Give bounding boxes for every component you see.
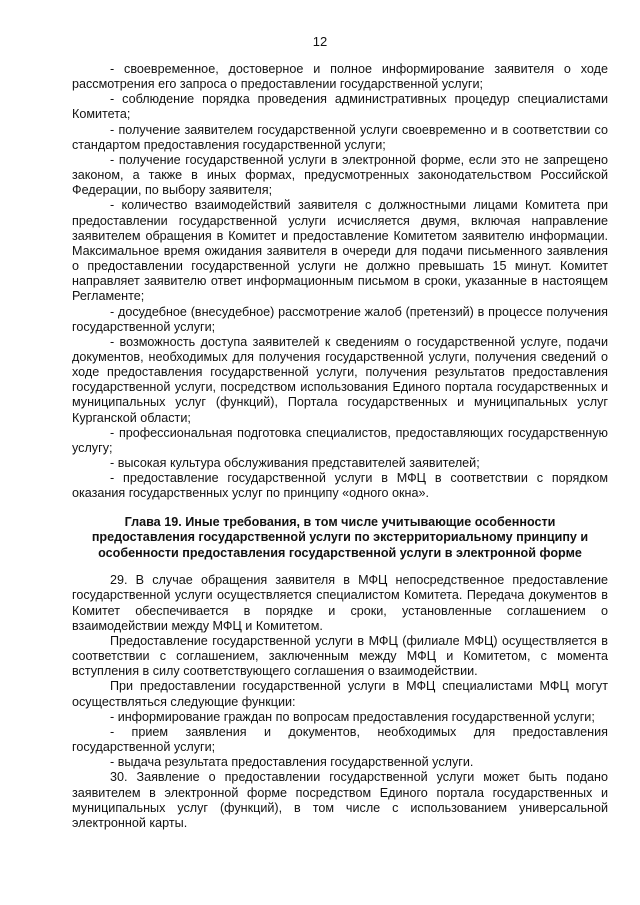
list-item: - прием заявления и документов, необходимых для предоставления государственной услуги; bbox=[72, 724, 608, 755]
document-body bbox=[72, 62, 608, 831]
list-item: - предоставление государственной услуги в МФЦ в соответствии с порядком оказания государственных услуг по принципу «одного окна». bbox=[72, 471, 608, 501]
list-item: - высокая культура обслуживания представителей заявителей; bbox=[110, 456, 480, 471]
page-number: 12 bbox=[312, 34, 328, 49]
chapter-heading: Глава 19. Иные требования, в том числе учитывающие особенности предоставления государственной услуги по экстерриториальному принципу и особенности предоставления государственной услуги в электронной форме bbox=[91, 514, 589, 560]
list-item: - досудебное (внесудебное) рассмотрение жалоб (претензий) в процессе получения государственной услуги; bbox=[72, 304, 608, 334]
list-item: - информирование граждан по вопросам предоставления государственной услуги; bbox=[110, 709, 595, 724]
list-item: - получение заявителем государственной услуги своевременно и в соответствии со стандартом предоставления государственной услуги; bbox=[72, 122, 608, 152]
list-item: - получение государственной услуги в электронной форме, если это не запрещено законом, а также в иных формах, предусмотренных законодательством Российской Федерации, по выбору заявителя; bbox=[72, 152, 608, 198]
paragraph: 29. В случае обращения заявителя в МФЦ непосредственное предоставление государственной услуги осуществляется специалистом Комитета. Передача документов в Комитет обеспечивается в порядке и сроки, установленные соглашением о взаимодействии между МФЦ и Комитетом. bbox=[72, 573, 608, 633]
list-item: - количество взаимодействий заявителя с должностными лицами Комитета при предоставлении государственной услуги исчисляется двумя, включая направление заявителем обращения в Комитет и предоставление Комитетом заявителю информации. Максимальное время ожидания заявителя в очереди для подачи письменного заявления о предоставлении государственной услуги не должно превышать 15 минут. Комитет направляет заявителю ответ информационным письмом в сроки, указанные в настоящем Регламенте; bbox=[72, 198, 608, 304]
paragraph: 30. Заявление о предоставлении государственной услуги может быть подано заявителем в электронной форме посредством Единого портала государственных и муниципальных услуг (функций), в том числе с использованием универсальной электронной карты. bbox=[72, 770, 608, 830]
list-item: - профессиональная подготовка специалистов, предоставляющих государственную услугу; bbox=[72, 425, 608, 455]
list-item: - выдача результата предоставления государственной услуги. bbox=[110, 755, 474, 770]
paragraph: При предоставлении государственной услуги в МФЦ специалистами МФЦ могут осуществляться следующие функции: bbox=[72, 679, 608, 709]
list-item: - соблюдение порядка проведения административных процедур специалистами Комитета; bbox=[72, 92, 608, 122]
list-item: - своевременное, достоверное и полное информирование заявителя о ходе рассмотрения его запроса о предоставлении государственной услуги; bbox=[72, 62, 608, 92]
paragraph: Предоставление государственной услуги в МФЦ (филиале МФЦ) осуществляется в соответствии с соглашением, заключенным между МФЦ и Комитетом, с момента вступления в силу соответствующего соглашения о взаимодействии. bbox=[72, 633, 608, 679]
list-item: - возможность доступа заявителей к сведениям о государственной услуге, подачи документов, необходимых для получения государственной услуги, получения сведений о ходе предоставления государственной услуги, получения результатов предоставления государственной услуги, посредством использования Единого портала государственных и муниципальных услуг (функций), Портала государственных и муниципальных услуг Курганской области; bbox=[72, 334, 608, 425]
